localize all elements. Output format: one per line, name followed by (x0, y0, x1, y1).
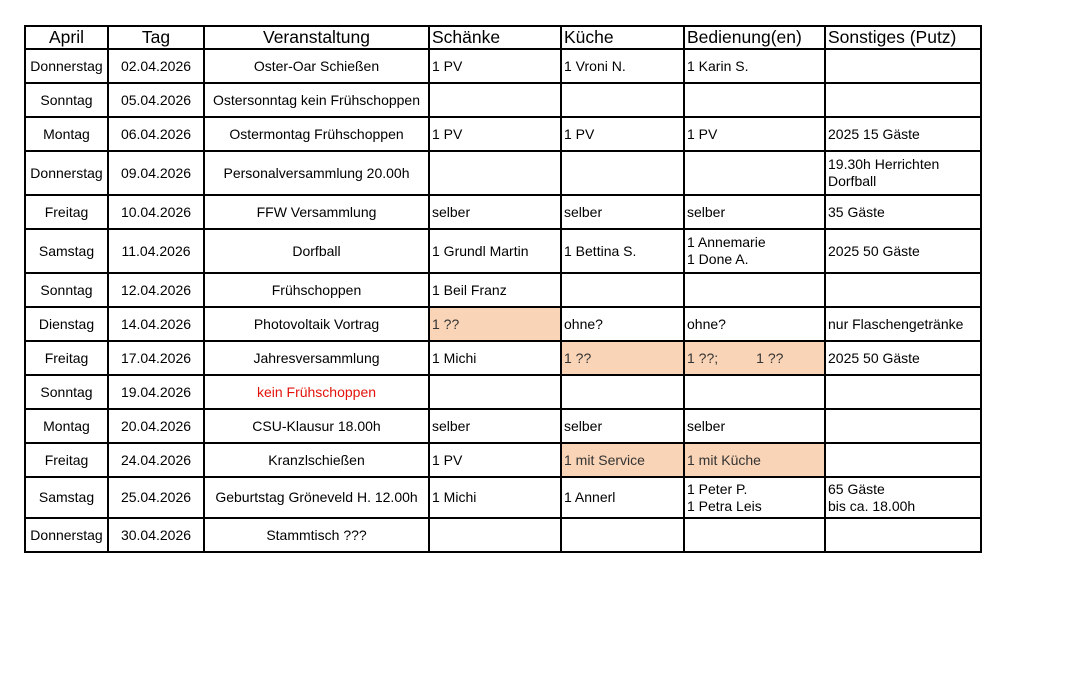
cell-day: Samstag (25, 229, 108, 273)
cell-other (825, 273, 981, 307)
table-row (25, 477, 981, 518)
cell-service (684, 273, 825, 307)
cell-event: Stammtisch ??? (204, 518, 429, 552)
cell-other: 65 Gäste bis ca. 18.00h (825, 477, 981, 518)
cell-other: 2025 50 Gäste (825, 229, 981, 273)
cell-other: 2025 50 Gäste (825, 341, 981, 375)
cell-service (684, 341, 825, 375)
cell-date: 12.04.2026 (108, 273, 204, 307)
cell-service: selber (684, 409, 825, 443)
cell-date: 11.04.2026 (108, 229, 204, 273)
cell-bar: 1 Grundl Martin (429, 229, 561, 273)
cell-kitchen: selber (561, 195, 684, 229)
cell-event: Dorfball (204, 229, 429, 273)
cell-service: ohne? (684, 307, 825, 341)
cell-kitchen: 1 Bettina S. (561, 229, 684, 273)
cell-bar (429, 375, 561, 409)
table-row (25, 273, 981, 307)
table-row (25, 518, 981, 552)
cell-event: kein Frühschoppen (204, 375, 429, 409)
cell-bar: selber (429, 195, 561, 229)
table-row (25, 375, 981, 409)
table-row (25, 443, 981, 477)
cell-event: Jahresversammlung (204, 341, 429, 375)
table-row (25, 49, 981, 83)
cell-bar: 1 Michi (429, 341, 561, 375)
cell-other (825, 409, 981, 443)
cell-bar: 1 PV (429, 117, 561, 151)
cell-kitchen (561, 151, 684, 195)
cell-bar: selber (429, 409, 561, 443)
cell-day: Freitag (25, 443, 108, 477)
cell-service: 1 Annemarie 1 Done A. (684, 229, 825, 273)
table-row (25, 117, 981, 151)
cell-kitchen: 1 Annerl (561, 477, 684, 518)
header-row (25, 26, 981, 49)
cell-date: 17.04.2026 (108, 341, 204, 375)
cell-kitchen (561, 518, 684, 552)
table-row (25, 151, 981, 195)
cell-kitchen: 1 ?? (561, 341, 684, 375)
cell-day: Samstag (25, 477, 108, 518)
header-date: Tag (108, 26, 204, 49)
cell-other (825, 83, 981, 117)
cell-bar (429, 83, 561, 117)
cell-service (684, 375, 825, 409)
cell-other: 19.30h Herrichten Dorfball (825, 151, 981, 195)
cell-day: Donnerstag (25, 49, 108, 83)
cell-date: 20.04.2026 (108, 409, 204, 443)
cell-date: 02.04.2026 (108, 49, 204, 83)
cell-day: Freitag (25, 341, 108, 375)
header-event: Veranstaltung (204, 26, 429, 49)
cell-event: Oster-Oar Schießen (204, 49, 429, 83)
cell-event: Frühschoppen (204, 273, 429, 307)
cell-event: Ostersonntag kein Frühschoppen (204, 83, 429, 117)
cell-service: selber (684, 195, 825, 229)
cell-other: nur Flaschengetränke (825, 307, 981, 341)
table-row (25, 341, 981, 375)
header-kitchen: Küche (561, 26, 684, 49)
cell-bar: 1 Beil Franz (429, 273, 561, 307)
cell-kitchen (561, 273, 684, 307)
cell-date: 09.04.2026 (108, 151, 204, 195)
cell-day: Montag (25, 409, 108, 443)
table-row (25, 83, 981, 117)
cell-bar: 1 PV (429, 443, 561, 477)
schedule-table (24, 25, 982, 553)
cell-other (825, 443, 981, 477)
cell-day: Montag (25, 117, 108, 151)
cell-bar: 1 Michi (429, 477, 561, 518)
cell-kitchen: 1 PV (561, 117, 684, 151)
service-entry-1: 1 ??; (687, 349, 719, 366)
cell-bar: 1 ?? (429, 307, 561, 341)
service-entry-2: 1 ?? (756, 349, 784, 366)
header-bar: Schänke (429, 26, 561, 49)
cell-service: 1 Peter P. 1 Petra Leis (684, 477, 825, 518)
header-other: Sonstiges (Putz) (825, 26, 981, 49)
cell-day: Dienstag (25, 307, 108, 341)
cell-date: 06.04.2026 (108, 117, 204, 151)
cell-date: 19.04.2026 (108, 375, 204, 409)
cell-event: Personalversammlung 20.00h (204, 151, 429, 195)
table-row (25, 307, 981, 341)
cell-date: 14.04.2026 (108, 307, 204, 341)
cell-day: Freitag (25, 195, 108, 229)
cell-event: FFW Versammlung (204, 195, 429, 229)
cell-service: 1 mit Küche (684, 443, 825, 477)
cell-bar (429, 518, 561, 552)
cell-date: 24.04.2026 (108, 443, 204, 477)
cell-service: 1 PV (684, 117, 825, 151)
cell-bar: 1 PV (429, 49, 561, 83)
header-month: April (25, 26, 108, 49)
cell-day: Donnerstag (25, 151, 108, 195)
cell-kitchen: ohne? (561, 307, 684, 341)
cell-day: Donnerstag (25, 518, 108, 552)
cell-kitchen (561, 83, 684, 117)
cell-service (684, 151, 825, 195)
cell-date: 05.04.2026 (108, 83, 204, 117)
cell-bar (429, 151, 561, 195)
cell-event: CSU-Klausur 18.00h (204, 409, 429, 443)
cell-date: 30.04.2026 (108, 518, 204, 552)
header-service: Bedienung(en) (684, 26, 825, 49)
table-row (25, 409, 981, 443)
cell-kitchen: selber (561, 409, 684, 443)
cell-date: 25.04.2026 (108, 477, 204, 518)
cell-service (684, 518, 825, 552)
cell-day: Sonntag (25, 375, 108, 409)
table-row (25, 229, 981, 273)
cell-other (825, 49, 981, 83)
cell-service: 1 Karin S. (684, 49, 825, 83)
cell-kitchen (561, 375, 684, 409)
cell-date: 10.04.2026 (108, 195, 204, 229)
cell-other: 2025 15 Gäste (825, 117, 981, 151)
cell-event: Geburtstag Gröneveld H. 12.00h (204, 477, 429, 518)
cell-service (684, 83, 825, 117)
table-row (25, 195, 981, 229)
cell-other (825, 518, 981, 552)
cell-event: Kranzlschießen (204, 443, 429, 477)
cell-day: Sonntag (25, 83, 108, 117)
cell-other: 35 Gäste (825, 195, 981, 229)
cell-kitchen: 1 mit Service (561, 443, 684, 477)
cell-event: Ostermontag Frühschoppen (204, 117, 429, 151)
cell-other (825, 375, 981, 409)
cell-day: Sonntag (25, 273, 108, 307)
cell-event: Photovoltaik Vortrag (204, 307, 429, 341)
cell-kitchen: 1 Vroni N. (561, 49, 684, 83)
